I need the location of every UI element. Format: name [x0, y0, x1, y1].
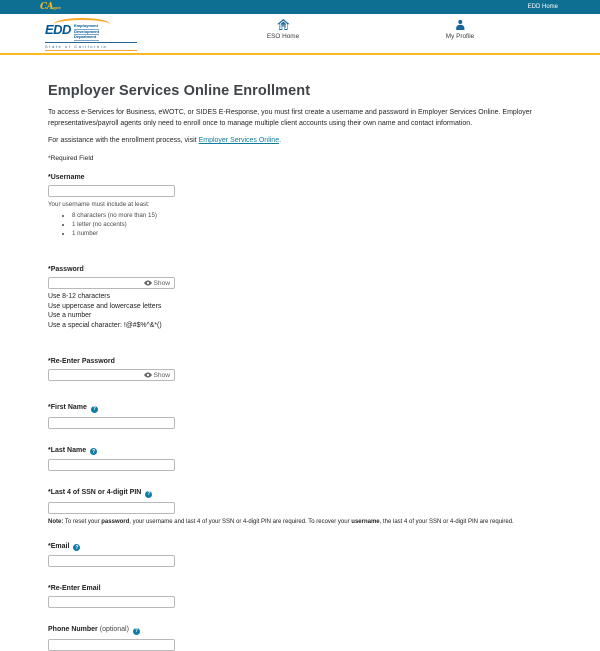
username-hint-item: • 1 number	[72, 230, 555, 239]
ca-gov-logo-text: CA	[40, 1, 54, 12]
intro-paragraph: To access e-Services for Business, eWOTC, or SIDES E-Response, you must first create a username and password in Employer Services Online. Employer representatives/payroll agents only need to enroll once to manage multiple client accounts using their own name and contact information.	[48, 109, 532, 127]
username-hint-item: • 8 characters (no more than 15)	[72, 212, 555, 221]
password-show-button[interactable]	[142, 280, 175, 287]
eye-icon	[144, 372, 152, 378]
help-icon[interactable]: ?	[75, 544, 79, 551]
edd-logo-department-lines	[74, 23, 99, 41]
last-name-group	[48, 447, 555, 472]
edd-logo[interactable]	[45, 18, 137, 51]
email-label	[48, 543, 555, 552]
password-rule: Use uppercase and lowercase letters	[48, 302, 162, 310]
email-group	[48, 543, 555, 568]
edd-logo-line: Development	[73, 28, 100, 34]
password-label: *Password	[48, 266, 84, 274]
nav-my-profile[interactable]	[446, 19, 474, 40]
help-icon[interactable]: ?	[134, 628, 138, 635]
reenter-password-label: *Re-Enter Password	[48, 358, 115, 366]
home-icon	[276, 19, 289, 30]
email-input[interactable]	[48, 555, 175, 567]
ssn-pin-label	[48, 489, 555, 498]
reenter-password-show-label: Show	[153, 371, 170, 379]
reenter-password-input[interactable]	[49, 370, 142, 380]
note-bold: Note:	[48, 518, 64, 525]
password-show-label: Show	[153, 279, 170, 287]
last-name-label-text: *Last Name	[48, 446, 87, 454]
assistance-suffix: .	[279, 137, 282, 144]
password-field	[48, 277, 175, 289]
last-name-label	[48, 447, 555, 456]
username-hints-list	[72, 212, 555, 238]
reenter-email-input[interactable]	[48, 596, 175, 608]
password-rule: Use a special character: !@#$%^&*()	[48, 321, 162, 329]
password-rule: Use a number	[48, 312, 92, 320]
phone-label-text: Phone Number	[48, 626, 98, 634]
page-title: Employer Services Online Enrollment	[48, 83, 311, 99]
reenter-password-field	[48, 369, 175, 381]
first-name-input[interactable]	[48, 417, 175, 429]
top-utility-bar	[0, 0, 600, 14]
username-hint-title: Your username must include at least:	[48, 201, 150, 208]
site-header	[0, 14, 600, 55]
note-bold: username	[351, 518, 380, 525]
email-label-text: *Email	[48, 542, 70, 550]
reenter-email-group	[48, 585, 555, 608]
edd-logo-tagline: State of California	[45, 42, 137, 51]
phone-label	[48, 626, 555, 635]
username-group	[48, 174, 555, 238]
eye-icon	[144, 280, 152, 286]
person-icon	[454, 19, 465, 30]
assistance-prefix: For assistance with the enrollment process, visit	[48, 137, 199, 144]
reenter-email-label: *Re-Enter Email	[48, 585, 101, 593]
password-rule: Use 8-12 characters	[48, 293, 111, 301]
note-text: , your username and last 4 of your SSN or 4-digit PIN are required. To recover your	[129, 518, 352, 525]
phone-optional-suffix: (optional)	[97, 626, 129, 634]
main-content	[0, 55, 600, 651]
edd-home-link[interactable]: EDD Home	[527, 4, 558, 10]
phone-group	[48, 626, 555, 651]
last-name-input[interactable]	[48, 459, 175, 471]
ssn-pin-group	[48, 489, 555, 525]
reenter-password-show-button[interactable]	[142, 372, 175, 379]
note-text: , the last 4 of your SSN or 4-digit PIN are required.	[379, 518, 514, 525]
employer-services-online-link[interactable]: Employer Services Online	[198, 137, 280, 144]
edd-logo-line: Employment	[73, 23, 98, 28]
first-name-group	[48, 404, 555, 429]
ssn-pin-note	[48, 519, 555, 525]
phone-input[interactable]	[48, 639, 175, 651]
password-rules	[48, 292, 555, 330]
help-icon[interactable]: ?	[92, 448, 96, 455]
password-group	[48, 266, 555, 330]
first-name-label	[48, 404, 555, 413]
edd-logo-text: EDD	[45, 22, 71, 37]
help-icon[interactable]: ?	[92, 406, 96, 413]
note-bold: password	[101, 518, 130, 525]
username-input[interactable]	[48, 185, 175, 197]
nav-eso-home-label: ESO Home	[266, 33, 300, 40]
help-icon[interactable]: ?	[147, 491, 151, 498]
password-input[interactable]	[49, 278, 142, 288]
ssn-pin-input[interactable]	[48, 502, 175, 514]
ca-gov-logo[interactable]	[40, 3, 61, 12]
first-name-label-text: *First Name	[48, 404, 87, 412]
reenter-password-group	[48, 358, 555, 381]
ssn-pin-label-text: *Last 4 of SSN or 4-digit PIN	[48, 489, 142, 497]
nav-my-profile-label: My Profile	[445, 33, 475, 40]
username-hint-item: • 1 letter (no accents)	[72, 221, 555, 230]
ca-gov-logo-suffix: gov	[53, 4, 61, 10]
edd-logo-line: Department	[74, 35, 99, 41]
required-field-note: *Required Field	[48, 155, 94, 162]
nav-eso-home[interactable]	[267, 19, 299, 40]
note-text: To reset your	[63, 518, 102, 525]
assistance-line	[48, 137, 555, 144]
username-label: *Username	[48, 174, 85, 181]
